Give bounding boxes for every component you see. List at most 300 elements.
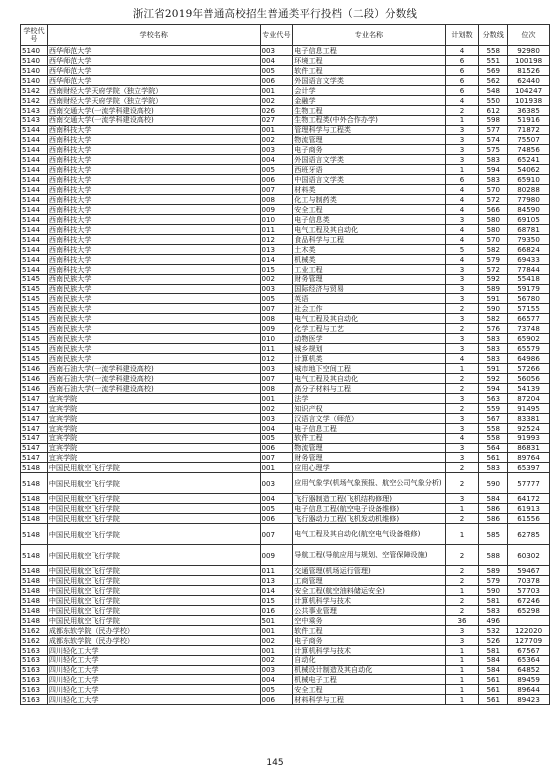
school-code-cell: 5143 [21, 105, 48, 115]
rank-cell: 122020 [508, 625, 550, 635]
rank-cell: 75507 [508, 135, 550, 145]
major-name-cell: 电子信息工程 [293, 46, 445, 56]
table-row [21, 443, 550, 453]
school-name-cell: 成都东软学院（民办学校） [47, 625, 260, 635]
plan-cell: 1 [445, 695, 479, 705]
major-code-cell: 009 [260, 205, 293, 215]
school-name-cell: 中国民用航空飞行学院 [47, 545, 260, 566]
plan-cell: 3 [445, 443, 479, 453]
plan-cell: 3 [445, 494, 479, 504]
plan-cell: 4 [445, 195, 479, 205]
school-name-cell: 中国民用航空飞行学院 [47, 494, 260, 504]
school-name-cell: 宜宾学院 [47, 393, 260, 403]
plan-cell: 3 [445, 344, 479, 354]
major-code-cell: 011 [260, 344, 293, 354]
score-cell: 583 [479, 155, 508, 165]
school-name-cell: 宜宾学院 [47, 443, 260, 453]
major-code-cell: 005 [260, 433, 293, 443]
major-name-cell: 机械电子工程 [293, 675, 445, 685]
score-cell: 563 [479, 393, 508, 403]
school-name-cell: 西南民族大学 [47, 334, 260, 344]
plan-cell: 3 [445, 314, 479, 324]
table-row [21, 46, 550, 56]
score-cell: 572 [479, 264, 508, 274]
school-name-cell: 四川轻化工大学 [47, 675, 260, 685]
major-code-cell: 012 [260, 354, 293, 364]
table-row [21, 504, 550, 514]
table-row [21, 494, 550, 504]
plan-cell: 3 [445, 155, 479, 165]
major-name-cell: 动物医学 [293, 334, 445, 344]
school-code-cell: 5140 [21, 75, 48, 85]
school-name-cell: 四川轻化工大学 [47, 695, 260, 705]
rank-cell: 65902 [508, 334, 550, 344]
plan-cell: 4 [445, 46, 479, 56]
score-cell: 579 [479, 254, 508, 264]
rank-cell: 57155 [508, 304, 550, 314]
plan-cell: 3 [445, 334, 479, 344]
table-row [21, 413, 550, 423]
rank-cell: 104247 [508, 85, 550, 95]
rank-cell: 83381 [508, 413, 550, 423]
school-name-cell: 宜宾学院 [47, 433, 260, 443]
score-cell: 572 [479, 195, 508, 205]
school-code-cell: 5163 [21, 665, 48, 675]
major-code-cell: 001 [260, 85, 293, 95]
school-code-cell: 5148 [21, 576, 48, 586]
school-code-cell: 5143 [21, 115, 48, 125]
school-name-cell: 西南财经大学天府学院（独立学院） [47, 95, 260, 105]
table-row [21, 675, 550, 685]
rank-cell: 87204 [508, 393, 550, 403]
school-code-cell: 5148 [21, 595, 48, 605]
plan-cell: 36 [445, 615, 479, 625]
school-code-cell: 5145 [21, 334, 48, 344]
score-cell: 591 [479, 294, 508, 304]
plan-cell: 1 [445, 524, 479, 545]
major-name-cell: 知识产权 [293, 403, 445, 413]
table-row [21, 145, 550, 155]
rank-cell: 68781 [508, 224, 550, 234]
plan-cell: 2 [445, 304, 479, 314]
plan-cell: 3 [445, 635, 479, 645]
major-code-cell: 008 [260, 195, 293, 205]
plan-cell: 1 [445, 586, 479, 596]
table-row [21, 433, 550, 443]
major-name-cell: 交通管理(机场运行管理) [293, 566, 445, 576]
major-code-cell: 005 [260, 504, 293, 514]
school-name-cell: 四川轻化工大学 [47, 655, 260, 665]
plan-cell: 1 [445, 655, 479, 665]
table-header [21, 25, 550, 46]
plan-cell: 1 [445, 165, 479, 175]
plan-cell: 3 [445, 423, 479, 433]
school-code-cell: 5148 [21, 473, 48, 494]
school-name-cell: 中国民用航空飞行学院 [47, 576, 260, 586]
school-name-cell: 西华师范大学 [47, 65, 260, 75]
score-cell: 558 [479, 433, 508, 443]
major-name-cell: 西班牙语 [293, 165, 445, 175]
score-cell: 585 [479, 524, 508, 545]
school-code-cell: 5145 [21, 274, 48, 284]
score-cell: 575 [479, 145, 508, 155]
rank-cell: 91993 [508, 433, 550, 443]
major-name-cell: 电子商务 [293, 145, 445, 155]
plan-cell: 4 [445, 185, 479, 195]
major-code-cell: 008 [260, 383, 293, 393]
rank-cell: 71872 [508, 125, 550, 135]
header-rank: 位次 [508, 25, 550, 46]
major-code-cell: 003 [260, 284, 293, 294]
score-cell: 590 [479, 586, 508, 596]
major-code-cell: 007 [260, 524, 293, 545]
major-code-cell: 001 [260, 625, 293, 635]
score-cell: 581 [479, 595, 508, 605]
score-cell: 580 [479, 214, 508, 224]
header-plan: 计划数 [445, 25, 479, 46]
score-cell: 584 [479, 665, 508, 675]
major-code-cell: 013 [260, 244, 293, 254]
score-cell: 577 [479, 125, 508, 135]
major-code-cell: 015 [260, 264, 293, 274]
school-name-cell: 西南科技大学 [47, 234, 260, 244]
table-row [21, 685, 550, 695]
school-code-cell: 5144 [21, 254, 48, 264]
major-code-cell: 001 [260, 645, 293, 655]
table-row [21, 175, 550, 185]
school-code-cell: 5144 [21, 155, 48, 165]
major-name-cell: 电子信息类 [293, 214, 445, 224]
score-cell: 594 [479, 383, 508, 393]
major-code-cell: 002 [260, 135, 293, 145]
rank-cell: 65579 [508, 344, 550, 354]
score-cell: 548 [479, 85, 508, 95]
school-code-cell: 5148 [21, 524, 48, 545]
major-name-cell: 化工与制药类 [293, 195, 445, 205]
score-cell: 551 [479, 55, 508, 65]
school-code-cell: 5147 [21, 433, 48, 443]
major-name-cell: 应用气象学(机场气象预报、航空公司气象分析) [293, 473, 445, 494]
major-name-cell: 飞行器制造工程(飞机结构修理) [293, 494, 445, 504]
major-name-cell: 工业工程 [293, 264, 445, 274]
plan-cell: 1 [445, 685, 479, 695]
plan-cell: 1 [445, 665, 479, 675]
school-name-cell: 西华师范大学 [47, 55, 260, 65]
school-name-cell: 西南民族大学 [47, 304, 260, 314]
rank-cell: 57703 [508, 586, 550, 596]
score-cell: 564 [479, 443, 508, 453]
major-code-cell: 006 [260, 443, 293, 453]
rank-cell: 51916 [508, 115, 550, 125]
school-code-cell: 5144 [21, 135, 48, 145]
major-code-cell: 004 [260, 155, 293, 165]
score-cell: 583 [479, 354, 508, 364]
table-row [21, 665, 550, 675]
school-name-cell: 中国民用航空飞行学院 [47, 514, 260, 524]
table-row [21, 453, 550, 463]
school-name-cell: 西南交通大学(一流学科建设高校) [47, 105, 260, 115]
table-row [21, 75, 550, 85]
major-code-cell: 005 [260, 685, 293, 695]
score-cell: 532 [479, 625, 508, 635]
school-name-cell: 西南财经大学天府学院（独立学院） [47, 85, 260, 95]
rank-cell: 91495 [508, 403, 550, 413]
rank-cell: 92524 [508, 423, 550, 433]
major-code-cell: 015 [260, 595, 293, 605]
school-code-cell: 5144 [21, 145, 48, 155]
school-name-cell: 西南科技大学 [47, 214, 260, 224]
table-row [21, 423, 550, 433]
school-code-cell: 5148 [21, 615, 48, 625]
school-code-cell: 5162 [21, 625, 48, 635]
rank-cell: 61913 [508, 504, 550, 514]
major-code-cell: 006 [260, 695, 293, 705]
table-row [21, 125, 550, 135]
plan-cell: 2 [445, 324, 479, 334]
school-name-cell: 中国民用航空飞行学院 [47, 463, 260, 473]
major-code-cell: 006 [260, 75, 293, 85]
major-name-cell: 会计学 [293, 85, 445, 95]
table-row [21, 393, 550, 403]
table-row [21, 105, 550, 115]
rank-cell: 74856 [508, 145, 550, 155]
plan-cell: 2 [445, 403, 479, 413]
plan-cell: 6 [445, 85, 479, 95]
plan-cell: 3 [445, 145, 479, 155]
major-name-cell: 材料类 [293, 185, 445, 195]
table-row [21, 354, 550, 364]
table-row [21, 605, 550, 615]
score-cell: 592 [479, 274, 508, 284]
rank-cell: 69105 [508, 214, 550, 224]
major-code-cell: 003 [260, 145, 293, 155]
major-name-cell: 公共事业管理 [293, 605, 445, 615]
score-cell: 561 [479, 675, 508, 685]
score-cell: 588 [479, 545, 508, 566]
major-code-cell: 002 [260, 635, 293, 645]
major-name-cell: 飞行器动力工程(飞机发动机维修) [293, 514, 445, 524]
score-cell: 580 [479, 224, 508, 234]
header-major-name: 专业名称 [293, 25, 445, 46]
major-name-cell: 土木类 [293, 244, 445, 254]
major-code-cell: 010 [260, 334, 293, 344]
score-cell: 583 [479, 175, 508, 185]
school-name-cell: 西华师范大学 [47, 75, 260, 85]
school-code-cell: 5148 [21, 566, 48, 576]
rank-cell: 60302 [508, 545, 550, 566]
school-name-cell: 西南科技大学 [47, 205, 260, 215]
header-school-name: 学校名称 [47, 25, 260, 46]
major-code-cell: 007 [260, 304, 293, 314]
school-name-cell: 西南科技大学 [47, 224, 260, 234]
major-name-cell: 电子信息工程(航空电子设备维修) [293, 504, 445, 514]
score-cell: 574 [479, 135, 508, 145]
plan-cell: 6 [445, 65, 479, 75]
table-row [21, 244, 550, 254]
school-name-cell: 西南科技大学 [47, 135, 260, 145]
school-name-cell: 四川轻化工大学 [47, 645, 260, 655]
major-code-cell: 001 [260, 393, 293, 403]
school-code-cell: 5145 [21, 284, 48, 294]
plan-cell: 3 [445, 284, 479, 294]
rank-cell: 67246 [508, 595, 550, 605]
major-code-cell: 012 [260, 234, 293, 244]
score-cell: 570 [479, 185, 508, 195]
table-row [21, 85, 550, 95]
school-name-cell: 西南科技大学 [47, 195, 260, 205]
major-code-cell: 014 [260, 254, 293, 264]
major-name-cell: 生物工程 [293, 105, 445, 115]
major-name-cell: 财务管理 [293, 274, 445, 284]
plan-cell: 3 [445, 135, 479, 145]
major-code-cell: 003 [260, 413, 293, 423]
score-cell: 584 [479, 494, 508, 504]
school-name-cell: 西南科技大学 [47, 254, 260, 264]
plan-cell: 2 [445, 576, 479, 586]
school-name-cell: 西南民族大学 [47, 314, 260, 324]
school-code-cell: 5140 [21, 46, 48, 56]
plan-cell: 4 [445, 254, 479, 264]
major-code-cell: 004 [260, 55, 293, 65]
major-name-cell: 应用心理学 [293, 463, 445, 473]
major-name-cell: 法学 [293, 393, 445, 403]
table-row [21, 364, 550, 374]
school-code-cell: 5144 [21, 175, 48, 185]
school-code-cell: 5142 [21, 85, 48, 95]
major-name-cell: 高分子材料与工程 [293, 383, 445, 393]
major-name-cell: 电气工程及其自动化 [293, 373, 445, 383]
rank-cell: 54062 [508, 165, 550, 175]
rank-cell: 65397 [508, 463, 550, 473]
school-code-cell: 5146 [21, 364, 48, 374]
school-code-cell: 5163 [21, 695, 48, 705]
major-code-cell: 001 [260, 463, 293, 473]
major-name-cell: 城乡规划 [293, 344, 445, 354]
score-cell: 561 [479, 685, 508, 695]
rank-cell: 66824 [508, 244, 550, 254]
header-school-code: 学校代号 [21, 25, 48, 46]
school-code-cell: 5147 [21, 453, 48, 463]
page-title: 浙江省2019年普通高校招生普通类平行投档（二段）分数线 [132, 8, 418, 20]
major-name-cell: 物流管理 [293, 135, 445, 145]
table-row [21, 524, 550, 545]
major-name-cell: 安全工程(航空油料储运安全) [293, 586, 445, 596]
school-name-cell: 中国民用航空飞行学院 [47, 595, 260, 605]
major-name-cell: 城市地下空间工程 [293, 364, 445, 374]
school-code-cell: 5163 [21, 645, 48, 655]
major-name-cell: 空中乘务 [293, 615, 445, 625]
school-name-cell: 西南民族大学 [47, 284, 260, 294]
major-code-cell: 005 [260, 65, 293, 75]
plan-cell: 4 [445, 205, 479, 215]
rank-cell: 81526 [508, 65, 550, 75]
table-row [21, 284, 550, 294]
school-name-cell: 中国民用航空飞行学院 [47, 524, 260, 545]
table-row [21, 576, 550, 586]
major-code-cell: 010 [260, 214, 293, 224]
school-code-cell: 5145 [21, 314, 48, 324]
school-code-cell: 5147 [21, 443, 48, 453]
major-code-cell: 005 [260, 294, 293, 304]
score-cell: 598 [479, 115, 508, 125]
rank-cell: 64172 [508, 494, 550, 504]
score-cell: 558 [479, 423, 508, 433]
major-code-cell: 005 [260, 165, 293, 175]
school-name-cell: 西南民族大学 [47, 274, 260, 284]
table-row [21, 514, 550, 524]
major-name-cell: 电气工程及其自动化 [293, 224, 445, 234]
school-name-cell: 四川轻化工大学 [47, 685, 260, 695]
plan-cell: 2 [445, 373, 479, 383]
school-code-cell: 5163 [21, 685, 48, 695]
major-code-cell: 002 [260, 274, 293, 284]
table-row [21, 403, 550, 413]
rank-cell: 92980 [508, 46, 550, 56]
major-name-cell: 中国语言文学类 [293, 175, 445, 185]
table-row [21, 264, 550, 274]
rank-cell [508, 615, 550, 625]
rank-cell: 69433 [508, 254, 550, 264]
major-name-cell: 安全工程 [293, 205, 445, 215]
plan-cell: 3 [445, 413, 479, 423]
rank-cell: 65298 [508, 605, 550, 615]
plan-cell: 2 [445, 473, 479, 494]
table-row [21, 373, 550, 383]
rank-cell: 100198 [508, 55, 550, 65]
major-name-cell: 食品科学与工程 [293, 234, 445, 244]
rank-cell: 62785 [508, 524, 550, 545]
school-code-cell: 5144 [21, 195, 48, 205]
school-name-cell: 西南科技大学 [47, 244, 260, 254]
plan-cell: 1 [445, 504, 479, 514]
major-code-cell: 003 [260, 46, 293, 56]
major-code-cell: 013 [260, 576, 293, 586]
table-row [21, 55, 550, 65]
table-row [21, 205, 550, 215]
school-code-cell: 5147 [21, 413, 48, 423]
major-code-cell: 002 [260, 95, 293, 105]
score-cell: 582 [479, 314, 508, 324]
table-row [21, 254, 550, 264]
score-cell: 590 [479, 304, 508, 314]
plan-cell: 6 [445, 75, 479, 85]
table-row [21, 135, 550, 145]
score-cell: 570 [479, 234, 508, 244]
rank-cell: 57777 [508, 473, 550, 494]
rank-cell: 86831 [508, 443, 550, 453]
table-row [21, 304, 550, 314]
major-code-cell: 011 [260, 566, 293, 576]
rank-cell: 84590 [508, 205, 550, 215]
table-row [21, 655, 550, 665]
table-row [21, 195, 550, 205]
score-cell: 589 [479, 566, 508, 576]
school-name-cell: 宜宾学院 [47, 403, 260, 413]
school-name-cell: 四川轻化工大学 [47, 665, 260, 675]
plan-cell: 3 [445, 214, 479, 224]
school-code-cell: 5163 [21, 675, 48, 685]
table-row [21, 566, 550, 576]
rank-cell: 73748 [508, 324, 550, 334]
school-name-cell: 宜宾学院 [47, 423, 260, 433]
table-row [21, 383, 550, 393]
school-code-cell: 5145 [21, 324, 48, 334]
rank-cell: 80288 [508, 185, 550, 195]
school-code-cell: 5144 [21, 185, 48, 195]
major-code-cell: 007 [260, 373, 293, 383]
table-row [21, 545, 550, 566]
major-code-cell: 006 [260, 514, 293, 524]
